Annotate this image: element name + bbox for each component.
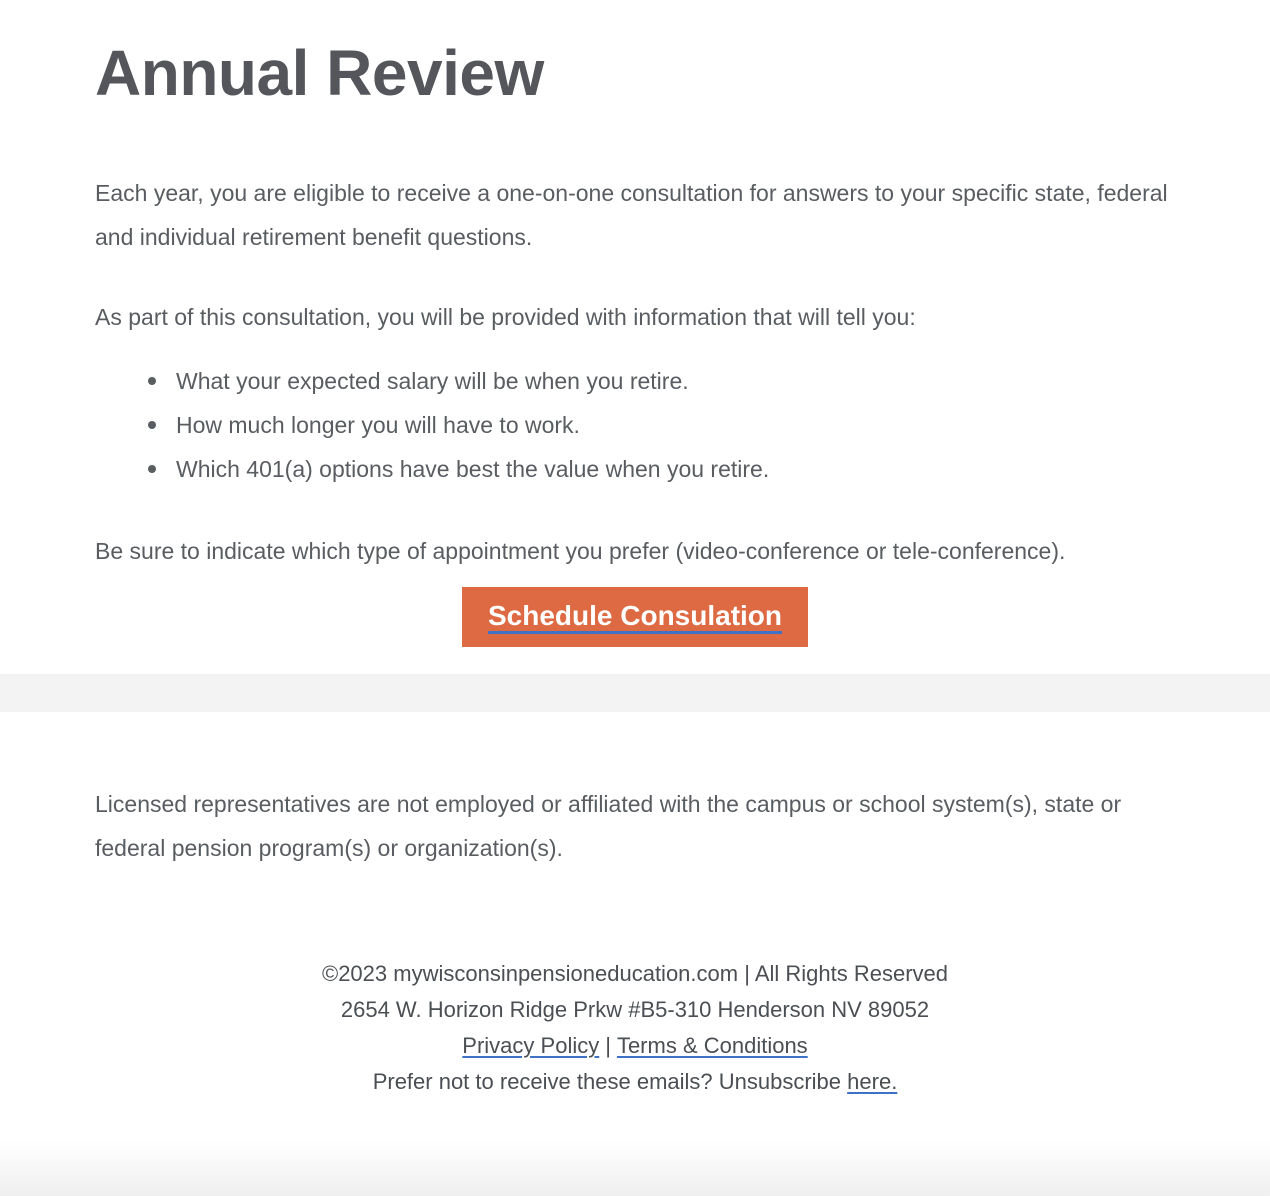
intro-paragraph: Each year, you are eligible to receive a one-on-one consultation for answers to your specific state, federal and individual retirement benefit questions.: [95, 180, 1168, 251]
unsubscribe-text: Prefer not to receive these emails? Unsubscribe: [372, 1069, 842, 1095]
page-title: Annual Review: [95, 37, 544, 109]
disclaimer-paragraph: Licensed representatives are not employed or affiliated with the campus or school system(s), state or federal pension program(s) or organization(s).: [95, 791, 1122, 862]
list-item-text: How much longer you will have to work.: [176, 412, 580, 439]
address-text: 2654 W. Horizon Ridge Prkw #B5-310 Henderson NV 89052: [340, 997, 930, 1023]
bullet-icon: [148, 421, 156, 429]
terms-conditions-link[interactable]: Terms & Conditions: [616, 1033, 808, 1059]
legal-links-row: [0, 1028, 1270, 1064]
appointment-paragraph: Be sure to indicate which type of appointment you prefer (video-conference or tele-conference).: [95, 538, 1066, 565]
unsubscribe-row: [0, 1064, 1270, 1100]
unsubscribe-link[interactable]: here.: [847, 1069, 898, 1095]
email-page: [0, 37, 1270, 1196]
consultation-lead-paragraph: As part of this consultation, you will be provided with information that will tell you:: [95, 304, 916, 331]
email-footer: [0, 956, 1270, 1100]
list-item-text: What your expected salary will be when you retire.: [176, 368, 689, 395]
list-item: [148, 359, 1175, 403]
bottom-fade-gradient: [0, 1141, 1270, 1196]
disclaimer-section: [0, 782, 1270, 870]
bullet-icon: [148, 377, 156, 385]
list-item-text: Which 401(a) options have best the value when you retire.: [176, 456, 770, 483]
links-separator: |: [605, 1033, 611, 1059]
schedule-consultation-button[interactable]: Schedule Consulation: [462, 587, 808, 647]
cta-container: [95, 587, 1175, 647]
section-divider-band: [0, 674, 1270, 712]
benefits-list: [95, 359, 1175, 491]
email-body: [0, 37, 1270, 647]
privacy-policy-link[interactable]: Privacy Policy: [462, 1033, 600, 1059]
list-item: [148, 403, 1175, 447]
bullet-icon: [148, 465, 156, 473]
list-item: [148, 447, 1175, 491]
copyright-text: ©2023 mywisconsinpensioneducation.com | All Rights Reserved: [321, 961, 949, 987]
